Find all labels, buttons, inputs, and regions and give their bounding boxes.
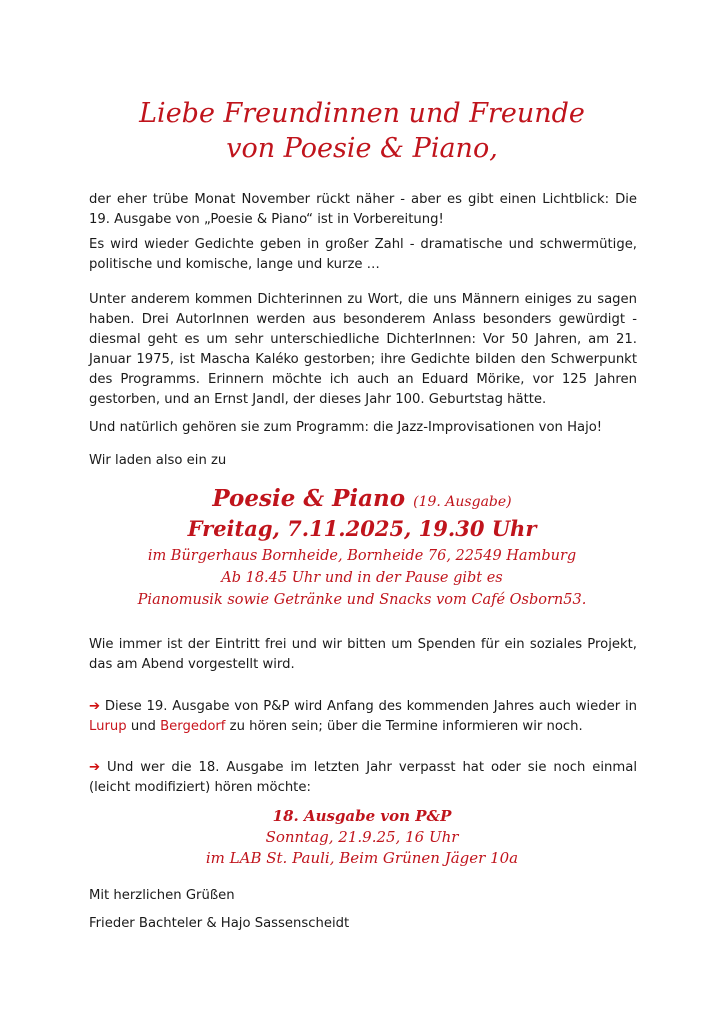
- note-previous-edition: [89, 758, 637, 798]
- place-bergedorf: Bergedorf: [160, 719, 226, 734]
- closing-signature: Frieder Bachteler & Hajo Sassenscheidt: [89, 916, 350, 931]
- event2-venue: im LAB St. Pauli, Beim Grünen Jäger 10a: [205, 849, 519, 867]
- event-title-line: [0, 485, 724, 516]
- heading-line-2: von Poesie & Piano,: [226, 133, 498, 164]
- authors-paragraph: Unter anderem kommen Dichterinnen zu Wort, die uns Männern einiges zu sagen haben. Drei AutorInnen werden aus besonderem Anlass besonders gewürdigt - diesmal geht es um sehr unterschiedliche DichterInnen: Vor 50 Jahren, am 21. Januar 1975, ist Mascha Kaléko gestorben; ihre Gedichte bilden den Schwerpunkt des Programms. Erinnern möchte ich auch an Eduard Mörike, vor 125 Jahren gestorben, und an Ernst Jandl, der dieses Jahr 100. Geburtstag hätte.: [89, 292, 637, 407]
- heading-line-1: Liebe Freundinnen und Freunde: [139, 98, 585, 129]
- event2-title: 18. Ausgabe von P&P: [272, 807, 452, 825]
- place-lurup: Lurup: [89, 719, 127, 734]
- note1-text-c: zu hören sein; über die Termine informieren wir noch.: [225, 719, 583, 734]
- event-edition: (19. Ausgabe): [413, 494, 512, 510]
- event-block: [0, 485, 724, 611]
- event-date: Freitag, 7.11.2025, 19.30 Uhr: [187, 516, 537, 541]
- arrow-right-icon: ➔: [89, 760, 101, 775]
- poems-paragraph: Es wird wieder Gedichte geben in großer Zahl - dramatische und schwermütige, politische und komische, lange und kurze …: [89, 237, 637, 272]
- closing-greeting: Mit herzlichen Grüßen: [89, 888, 235, 903]
- entry-paragraph: Wie immer ist der Eintritt frei und wir bitten um Spenden für ein soziales Projekt, das am Abend vorgestellt wird.: [89, 637, 637, 672]
- note1-text-b: und: [126, 719, 161, 734]
- event2-block: [0, 806, 724, 869]
- arrow-right-icon: ➔: [89, 699, 101, 714]
- note2-text: Und wer die 18. Ausgabe im letzten Jahr verpasst hat oder sie noch einmal (leicht modifiziert) hören möchte:: [89, 760, 637, 795]
- note-further-dates: [89, 697, 637, 737]
- jazz-paragraph: Und natürlich gehören sie zum Programm: die Jazz-Improvisationen von Hajo!: [89, 420, 603, 435]
- invitation-paragraph: Wir laden also ein zu: [89, 453, 227, 468]
- event-venue: im Bürgerhaus Bornheide, Bornheide 76, 22549 Hamburg: [147, 548, 577, 564]
- event-info-1: Ab 18.45 Uhr und in der Pause gibt es: [221, 570, 503, 586]
- event2-date: Sonntag, 21.9.25, 16 Uhr: [265, 828, 459, 846]
- event-title: Poesie & Piano: [212, 485, 406, 512]
- intro-paragraph: der eher trübe Monat November rückt näher - aber es gibt einen Lichtblick: Die 19. Ausgabe von „Poesie & Piano“ ist in Vorbereitung!: [89, 192, 637, 227]
- note1-text-a: Diese 19. Ausgabe von P&P wird Anfang des kommenden Jahres auch wieder in: [100, 699, 637, 714]
- event-info-2: Pianomusik sowie Getränke und Snacks vom Café Osborn53.: [137, 592, 587, 608]
